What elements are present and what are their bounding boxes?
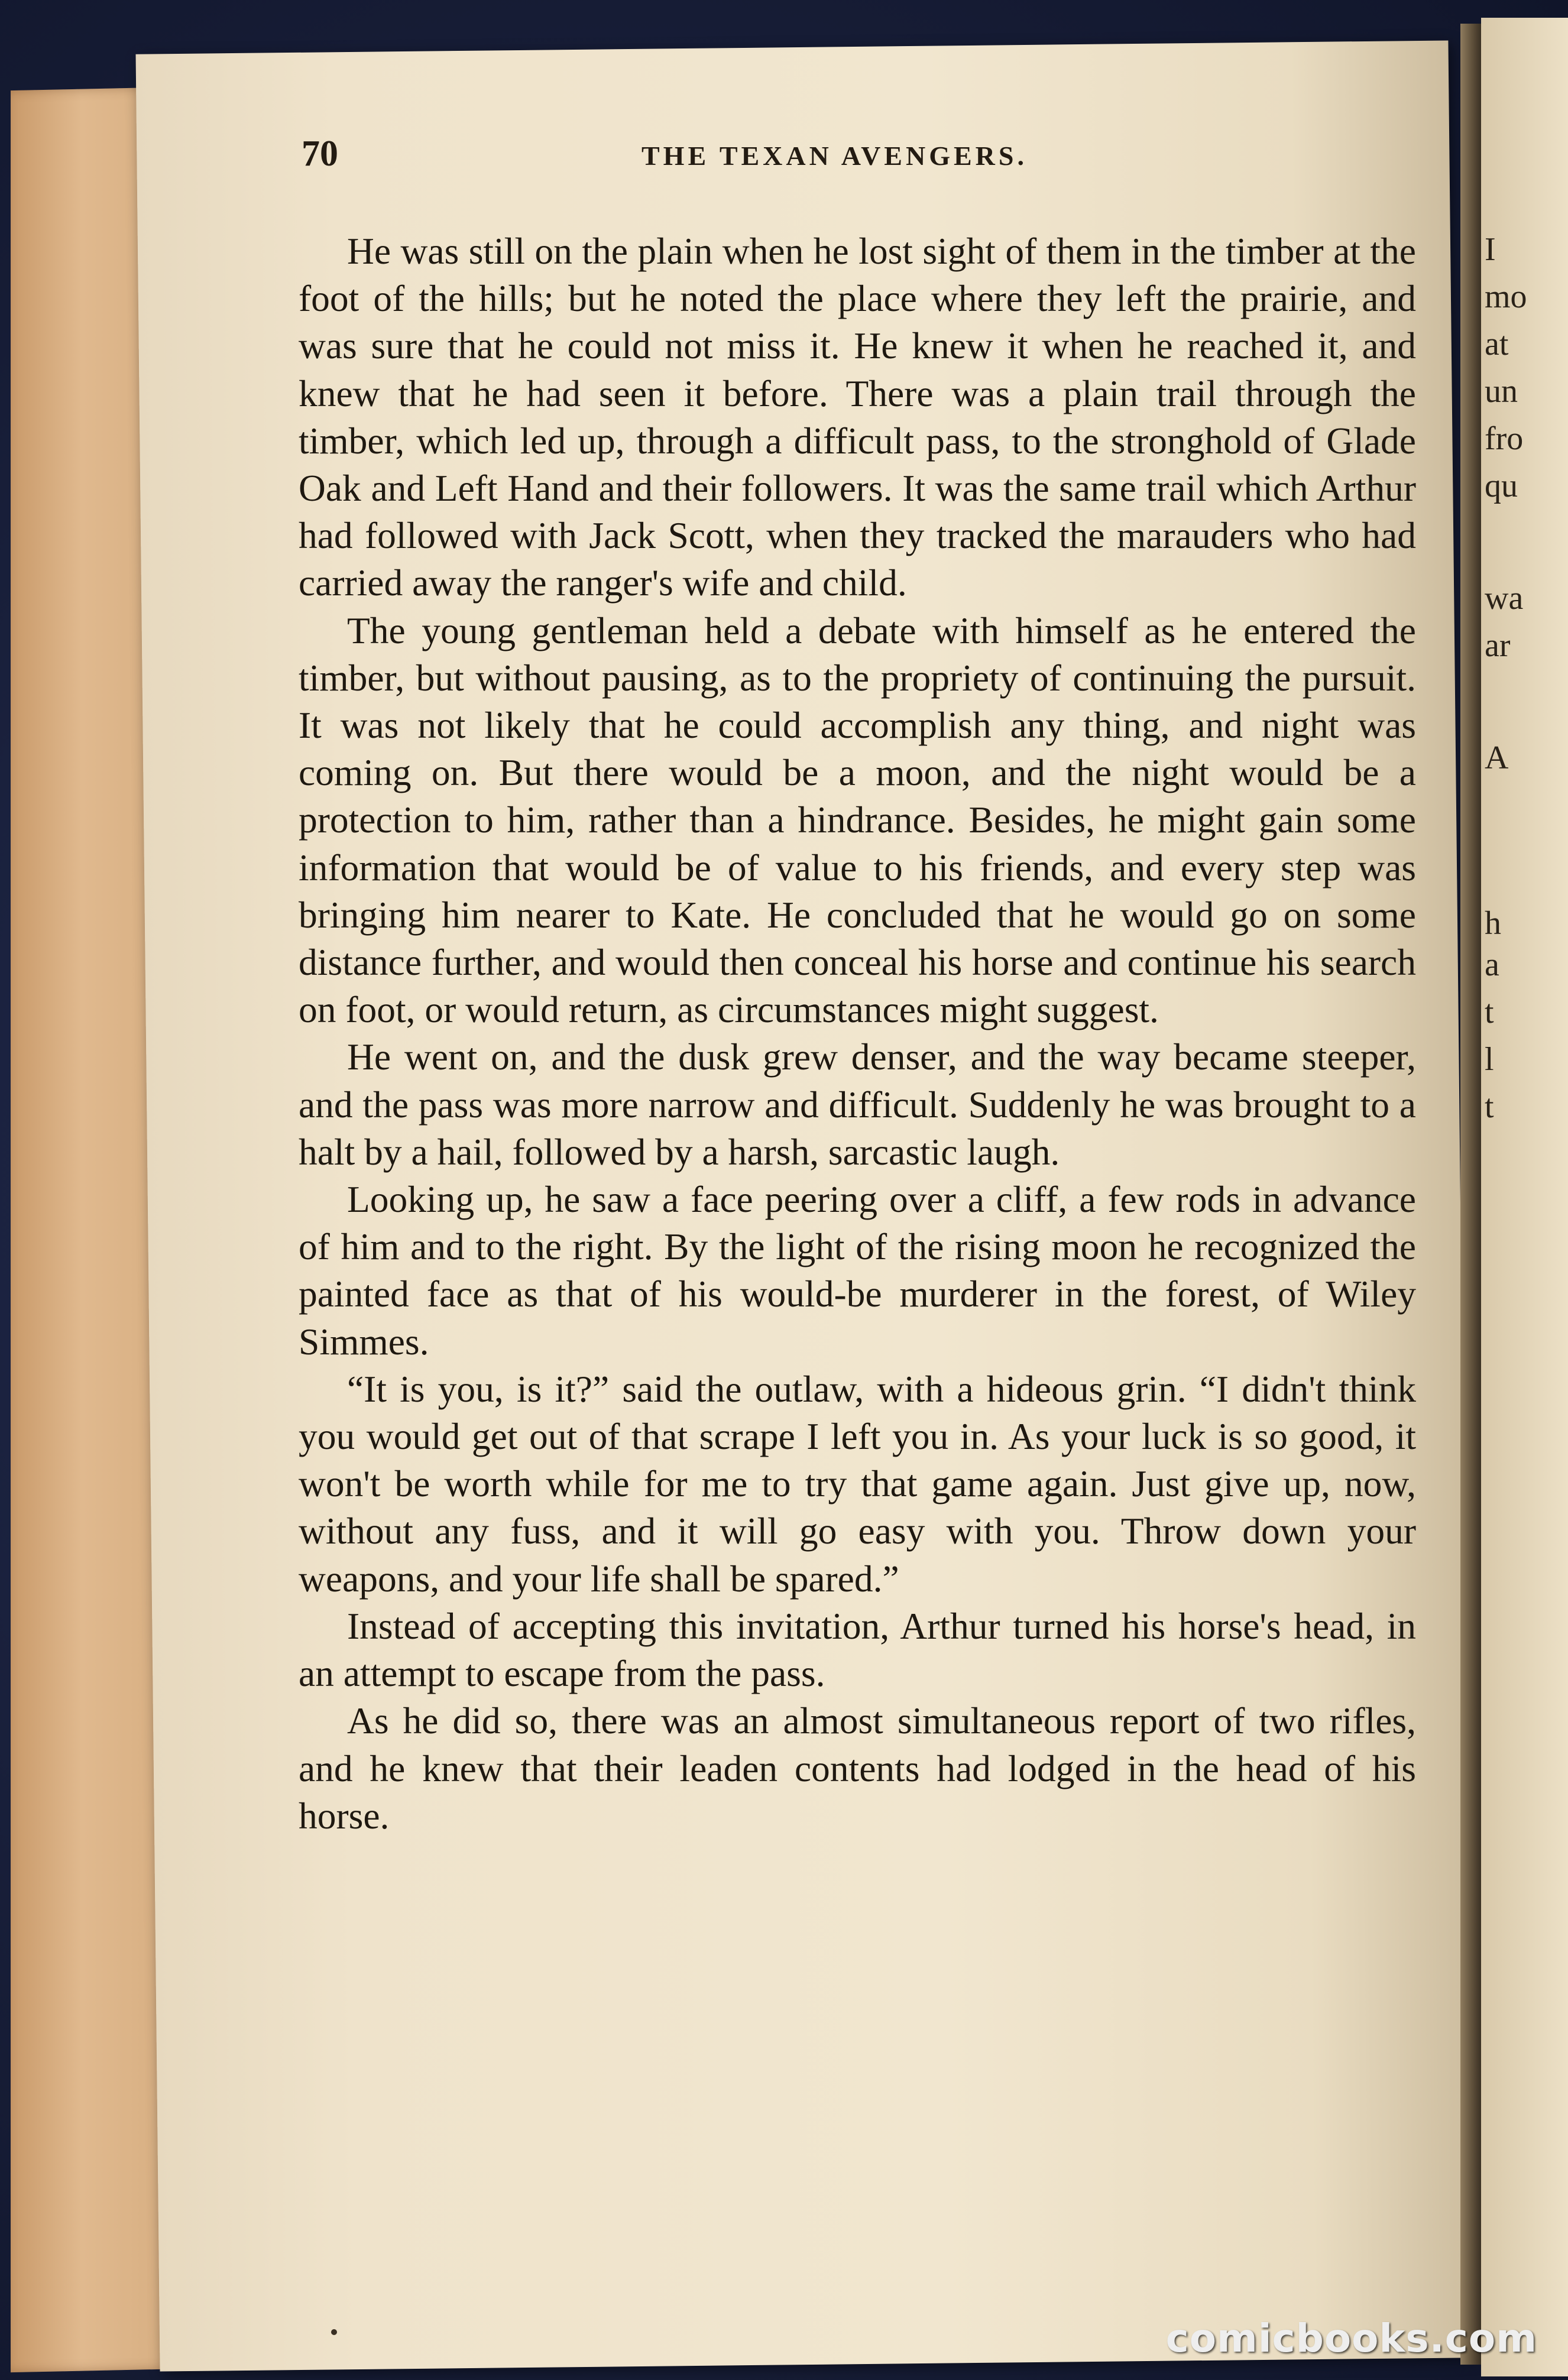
page-header	[302, 133, 1425, 180]
paragraph: Instead of accepting this invitation, Arthur turned his horse's head, in an attempt to escape from the pass.	[299, 1604, 1416, 1695]
facing-page-fragment: mo	[1485, 278, 1527, 315]
facing-page-fragment: a	[1485, 946, 1499, 983]
facing-page-fragment: l	[1485, 1041, 1494, 1078]
book-gutter	[1460, 24, 1484, 2365]
facing-page-fragment: A	[1485, 740, 1509, 776]
paragraph: As he did so, there was an almost simultaneous report of two rifles, and he knew that their leaden contents had lodged in the head of his horse.	[299, 1700, 1416, 1837]
facing-page-fragment: ar	[1485, 627, 1511, 664]
paragraph: Looking up, he saw a face peering over a cliff, a few rods in advance of him and to the right. By the light of the rising moon he recognized the painted face as that of his would-be murderer in the forest, of Wiley Simmes.	[299, 1178, 1416, 1363]
facing-page-fragment: fro	[1485, 420, 1524, 457]
facing-page-fragment: I	[1485, 231, 1496, 268]
page-number: 70	[302, 134, 338, 174]
facing-page	[1481, 18, 1568, 2376]
facing-page-fragment: qu	[1485, 468, 1518, 504]
paragraph: He was still on the plain when he lost sight of them in the timber at the foot of the hills; but he noted the place where they left the prairie, and was sure that he could not miss it. He knew it when he reached it, and knew that he had seen it before. There was a plain trail through the timber, which led up, through a difficult pass, to the stronghold of Glade Oak and Left Hand and their followers. It was the same trail which Arthur had followed with Jack Scott, when they tracked the marauders who had carried away the ranger's wife and child.	[299, 230, 1416, 604]
facing-page-fragment: at	[1485, 326, 1509, 362]
facing-page-fragment: t	[1485, 1088, 1494, 1125]
paragraph: The young gentleman held a debate with himself as he entered the timber, but without pausing, as to the propriety of continuing the pursuit. It was not likely that he could accomplish any thing, and night was coming on. But there would be a moon, and the night would be a protection to him, rather than a hindrance. Besides, he might gain some information that would be of value to his friends, and every step was bringing him nearer to Kate. He concluded that he would go on some distance further, and would then conceal his horse and continue his search on foot, or would return, as circumstances might suggest.	[299, 609, 1416, 1031]
running-title: THE TEXAN AVENGERS.	[642, 141, 1028, 171]
ink-speck	[331, 2329, 337, 2335]
facing-page-fragment: wa	[1485, 580, 1524, 617]
facing-page-fragment: un	[1485, 373, 1518, 410]
paragraph: “It is you, is it?” said the outlaw, with a hideous grin. “I didn't think you would get out of that scrape I left you in. As your luck is so good, it won't be worth while for me to try that game again. Just give up, now, without any fuss, and it will go easy with you. Throw down your weapons, and your life shall be spared.”	[299, 1367, 1416, 1600]
page-body	[299, 228, 1416, 1840]
watermark: comicbooks.com	[1165, 2316, 1537, 2361]
paragraph: He went on, and the dusk grew denser, and the way became steeper, and the pass was more narrow and difficult. Suddenly he was brought to a halt by a hail, followed by a harsh, sarcastic laugh.	[299, 1036, 1416, 1173]
facing-page-fragment: h	[1485, 905, 1501, 942]
facing-page-fragment: t	[1485, 994, 1494, 1030]
